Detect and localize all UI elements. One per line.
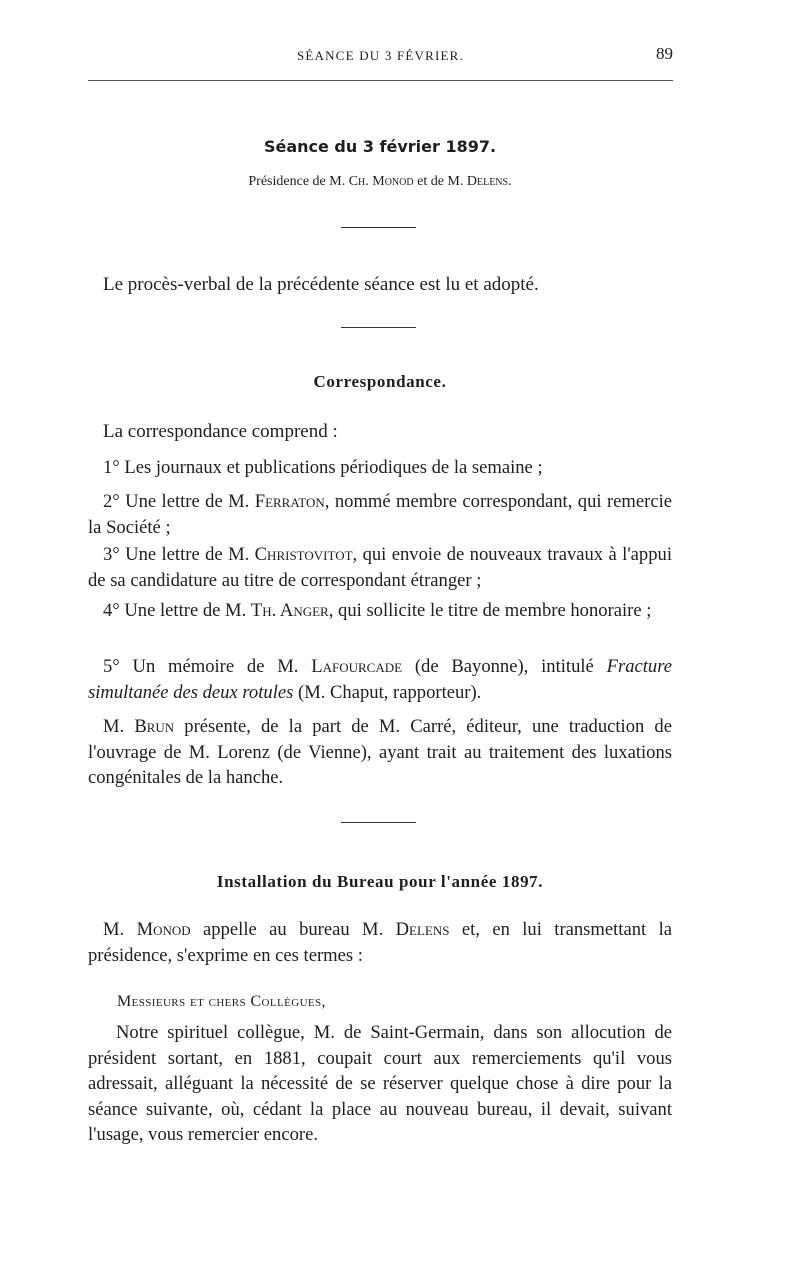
separator-rule [341, 822, 416, 823]
correspondance-heading: Correspondance. [313, 372, 447, 391]
president-name-1: Ch. Monod [348, 174, 414, 189]
correspondance-intro: La correspondance comprend : [103, 421, 338, 442]
item-text-before: 4° Une lettre de M. [103, 600, 251, 621]
correspondance-item-2 [88, 489, 672, 540]
session-title: Séance du 3 février 1897. [263, 137, 497, 156]
person-name: Lafourcade [311, 656, 403, 677]
running-head [88, 44, 673, 68]
speech-paragraph: Notre spirituel collègue, M. de Saint-Germain, dans son allocution de président sortant, en 1881, coupait court aux remerciements qu'il vous adressait, alléguant la nécessité de se réserver quelque chose à dire pour la séance suivante, où, cédant la place au nouveau bureau, il devait, suivant l'usage, vous remercier encore. [88, 1022, 672, 1145]
minutes-statement: Le procès-verbal de la précédente séance est lu et adopté. [103, 274, 539, 295]
person-name: Brun [134, 716, 175, 737]
para-text-after: et, en lui transmettant la présidence, s'exprime en ces termes : [88, 919, 672, 966]
correspondance-item-4 [88, 598, 672, 624]
installation-heading: Installation du Bureau pour l'année 1897. [216, 872, 544, 891]
item-text: 1° Les journaux et publications périodiques de la semaine ; [103, 457, 543, 478]
item-text-after-2: (M. Chaput, rapporteur). [293, 681, 482, 703]
item-text-after: (de Bayonne), intitulé [402, 656, 607, 677]
person-name: Ferraton [254, 491, 325, 512]
item-text-before: 3° Une lettre de M. [103, 544, 255, 565]
item-text-after: , qui envoie de nouveaux travaux à l'appui de sa candidature au titre de correspondant étranger ; [88, 544, 672, 591]
memoir-title: Fracture simultanée des deux rotules [88, 656, 672, 703]
para-text-after: présente, de la part de M. Carré, éditeur, une traduction de l'ouvrage de M. Lorenz (de Vienne), ayant trait au traitement des luxations congénitales de la hanche. [88, 716, 672, 788]
para-text-before: M. [103, 716, 135, 737]
person-name: Monod [136, 919, 191, 940]
installation-paragraph [88, 917, 672, 968]
person-name: Th. Anger [250, 600, 329, 621]
presidence-suffix: . [508, 174, 512, 189]
para-text-middle: appelle au bureau M. [190, 919, 396, 940]
item-text-before: 2° Une lettre de M. [103, 491, 255, 512]
brun-paragraph [88, 714, 672, 791]
salutation: Messieurs et chers Collègues, [117, 993, 326, 1010]
person-name: Christovitot [254, 544, 353, 565]
item-text-after: , nommé membre correspondant, qui remercie la Société ; [88, 491, 672, 538]
person-name: Delens [395, 919, 450, 940]
item-text-after: , qui sollicite le titre de membre honoraire ; [328, 600, 652, 621]
running-title: SÉANCE DU 3 FÉVRIER. [296, 48, 464, 63]
presidence-prefix: Présidence de M. [248, 174, 346, 189]
separator-rule [341, 327, 416, 328]
correspondance-item-1 [88, 455, 672, 481]
header-rule [88, 80, 673, 81]
president-name-2: Delens [466, 174, 509, 189]
presidence-line [0, 174, 760, 190]
correspondance-item-3 [88, 542, 672, 593]
page-number: 89 [656, 44, 673, 63]
separator-rule [341, 227, 416, 228]
correspondance-item-5 [88, 654, 672, 705]
para-text-before: M. [103, 919, 137, 940]
item-text-before: 5° Un mémoire de M. [103, 656, 312, 677]
presidence-conjunction: et de M. [417, 174, 464, 189]
